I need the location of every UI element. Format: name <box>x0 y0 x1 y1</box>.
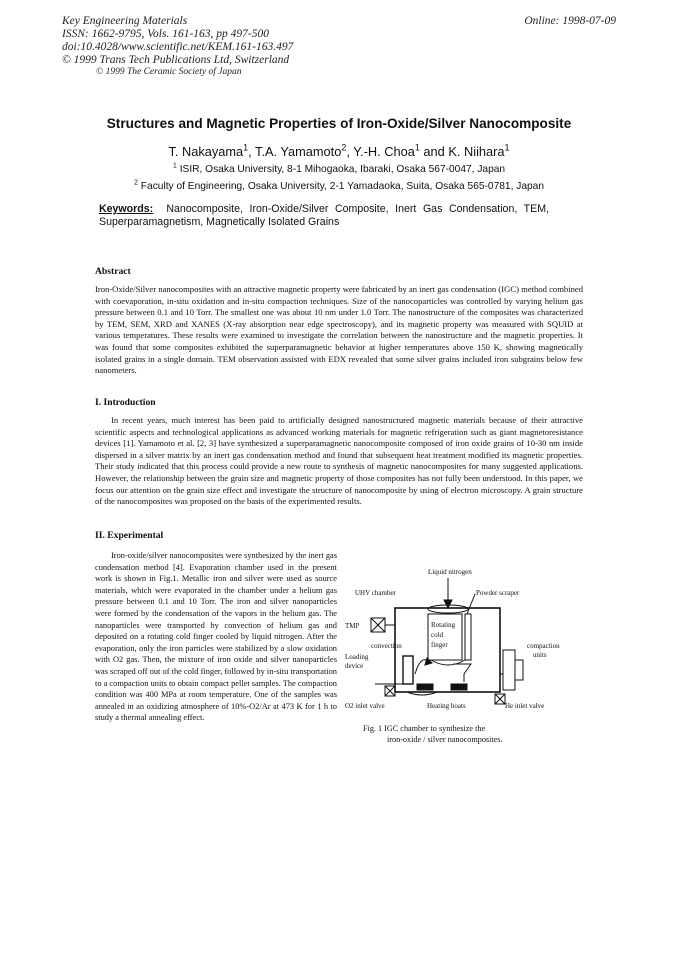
author-2-sep: , <box>346 144 354 159</box>
author-4-aff: 1 <box>504 142 510 153</box>
fig-label-o2-inlet: O2 inlet valve <box>345 702 385 710</box>
loading-device <box>403 656 413 684</box>
affiliation-2-text: Faculty of Engineering, Osaka University, 2-1 Yamadaoka, Suita, Osaka 565-0781, Japan <box>137 181 544 192</box>
fig-label-device: device <box>345 662 364 670</box>
author-3-name: Y.-H. Choa <box>353 144 415 159</box>
author-1-name: T. Nakayama <box>168 144 244 159</box>
journal-metadata <box>62 15 293 77</box>
compaction-unit <box>503 650 515 690</box>
author-1-sep: , <box>248 144 256 159</box>
fig-label-uhv-chamber: UHV chamber <box>355 589 396 597</box>
abstract-heading: Abstract <box>95 266 131 277</box>
fig-label-he-inlet: He inlet valve <box>505 702 545 710</box>
introduction-heading: I. Introduction <box>95 397 156 408</box>
author-4-name: K. Niihara <box>448 144 505 159</box>
paper-title: Structures and Magnetic Properties of Iron-Oxide/Silver Nanocomposite <box>106 116 572 131</box>
powder-scraper-leader <box>467 594 475 614</box>
affiliation-2-number: 2 <box>134 178 138 187</box>
abstract-text: Iron-Oxide/Silver nanocomposites with an attractive magnetic property were fabricated by an inert gas condensation (IGC) method combined with coevaporation, in-situ oxidation and in-situ compaction techniques. Size of the nanocoparticles was controlled by varying helium gas pressure between 0.1 and 10 Torr. The smallest one was about 10 nm under 1.0 Torr. The nanostructure of the composites was characterized by TEM, SEM, XRD and XANES (X-ray absorption near edge spectroscopy), and its magnetic property was measured with SQUID at various temperatures. These results were examined to investigate the correlation between the nanostructure and the magnetic properties. It was found that some composites exhibited the superparamagnetic behavior at higher temperatures above 150 K, showing magnetically isolated grains in a single domain. TEM observation assisted with EDX revealed that some silver grains included iron subgrains below few nanometers. <box>95 284 583 376</box>
igc-chamber-figure <box>345 564 585 722</box>
affiliation-1-text: ISIR, Osaka University, 8-1 Mihogaoka, Ibaraki, Osaka 567-0047, Japan <box>176 164 506 175</box>
fig-label-cold: cold <box>431 631 444 639</box>
heating-boat-2 <box>451 684 467 690</box>
fig-label-units: units <box>533 651 547 659</box>
liquid-nitrogen-arrowhead <box>444 600 452 608</box>
fig-label-rotating: Rotating <box>431 621 456 629</box>
affiliation-2 <box>0 178 678 192</box>
fig-label-convection: convection <box>371 642 402 650</box>
affiliation-1-number: 1 <box>172 161 177 170</box>
author-3-sep: and <box>419 144 449 159</box>
affiliation-1 <box>0 161 678 175</box>
fig-label-compaction: compaction <box>527 642 560 650</box>
experimental-text: Iron-oxide/silver nanocomposites were synthesized by the inert gas condensation method [4]. Evaporation chamber used in the present work is shown in Fig.1. Metallic iron and silver were used as source materials, which were evaporated in the chamber under a helium gas pressure between 0.1 and 10 Torr. The iron and silver nanoparticles were formed by the condensation of the vapors in the helium gas. The nanoparticles were transported by convection of helium gas and deposited on a rotating cold finger cooled by liquid nitrogen. After the evaporation, only the iron particles were stabilized by a slow oxidation with O2 gas. Then, the mixture of iron oxide and silver nanoparticles was scraped off out of the cold finger, followed by in-situ transportation to a compaction units to obtain compact pellet samples. The compaction condition was 400 MPa at room temperature. One of the samples was annealed in an oxidizing atmosphere of 10%-O2/Ar at 473 K for 1 h to study a thermal annealing effect. <box>95 551 337 723</box>
fig-label-loading: Loading <box>345 653 369 661</box>
heating-boat-1 <box>417 684 433 690</box>
figure-caption <box>363 723 503 745</box>
keywords-text: Nanocomposite, Iron-Oxide/Silver Composite, Inert Gas Condensation, TEM, Superparamagnetism, Magnetically Isolated Grains <box>99 203 549 228</box>
online-date: Online: 1998-07-09 <box>524 15 616 27</box>
powder-scraper <box>465 614 471 660</box>
fig-label-liquid-nitrogen: Liquid nitrogen <box>428 568 472 576</box>
fig-label-finger: finger <box>431 641 448 649</box>
keywords <box>99 203 549 229</box>
introduction-text: In recent years, much interest has been paid to artificially designed nanostructured magnetic materials because of their attractive scientific aspects and technological applications as advanced working materials for magnetic refrigeration such as giant magnetoresistance devices [1]. Yamamoto et al. [2, 3] have synthesized a superparamagnetic nanocomposite composed of iron oxide grains of 10-30 nm inside dispersed in a silver matrix by an inert gas condensation method and found that subsequent heat treatment modified its magnetic properties. Their study indicated that this process could provide a new route to synthesis of magnetic nanocomposites for many suggested applications. However, the relationship between the grain size and magnetic property of those composites has not fully been understood. In this paper, we focus our attention on the grain size effect and investigate the structure of nanocomposite by using of electron microscopy. A grain structure of the nanocomposites was proposed on the basis of the experimented results. <box>95 415 583 507</box>
journal-name: Key Engineering Materials <box>62 15 188 27</box>
author-list <box>0 144 678 159</box>
author-2-name: T.A. Yamamoto <box>255 144 342 159</box>
collection-funnel <box>453 664 471 682</box>
keywords-label: Keywords: <box>99 203 154 215</box>
fig-label-powder-scraper: Powder scraper <box>476 589 520 597</box>
experimental-heading: II. Experimental <box>95 530 164 541</box>
figure-caption-line-2: iron-oxide / silver nanocomposites. <box>387 735 503 744</box>
fig-label-heating-boats: Heating boats <box>427 702 466 710</box>
author-3-aff: 1 <box>414 142 420 153</box>
journal-issn: ISSN: 1662-9795, Vols. 161-163, pp 497-500 <box>62 28 269 40</box>
fig-label-tmp: TMP <box>345 622 360 630</box>
society-copyright: © 1999 The Ceramic Society of Japan <box>96 67 242 77</box>
figure-caption-line-1: Fig. 1 IGC chamber to synthesize the <box>363 724 486 733</box>
author-1-aff: 1 <box>243 142 249 153</box>
journal-copyright: © 1999 Trans Tech Publications Ltd, Switzerland <box>62 54 290 66</box>
author-2-aff: 2 <box>341 142 347 153</box>
journal-doi[interactable]: doi:10.4028/www.scientific.net/KEM.161-163.497 <box>62 41 294 53</box>
